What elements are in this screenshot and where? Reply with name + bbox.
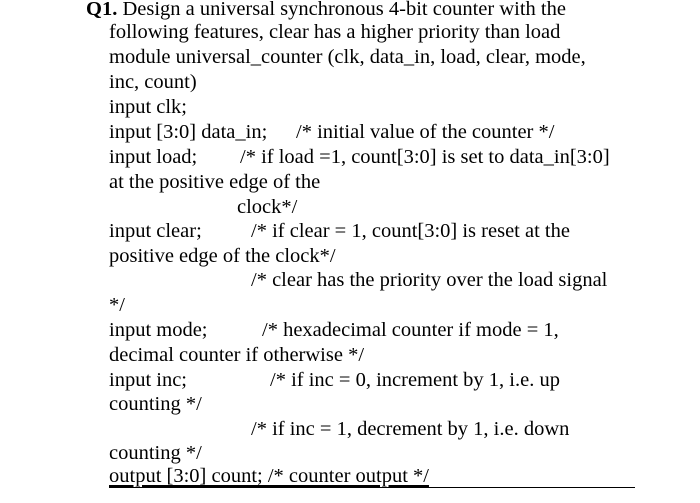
- load-comment-3: clock*/: [237, 196, 298, 218]
- inc-comment-1: /* if inc = 0, increment by 1, i.e. up: [270, 369, 560, 391]
- clear-declaration: input clear;: [109, 220, 202, 242]
- question-number: Q1.: [86, 0, 118, 20]
- mode-comment-2: decimal counter if otherwise */: [109, 344, 365, 366]
- output-declaration: output [3:0] count; /* counter output */: [109, 465, 429, 487]
- load-declaration: input load;: [109, 146, 198, 168]
- mode-declaration: input mode;: [109, 319, 208, 341]
- data-in-comment: /* initial value of the counter */: [296, 121, 555, 143]
- mode-comment-1: /* hexadecimal counter if mode = 1,: [262, 319, 559, 341]
- inc-comment-4: counting */: [109, 442, 202, 464]
- question-heading: [86, 0, 566, 21]
- inc-comment-3: /* if inc = 1, decrement by 1, i.e. down: [251, 418, 570, 440]
- inc-comment-2: counting */: [109, 393, 202, 415]
- clear-comment-3: /* clear has the priority over the load signal: [251, 269, 608, 291]
- clk-declaration: input clk;: [109, 96, 188, 118]
- clear-comment-2: positive edge of the clock*/: [109, 245, 336, 267]
- question-title-line-1: Design a universal synchronous 4-bit counter with the: [122, 0, 566, 20]
- question-title-line-4: inc, count): [109, 71, 197, 93]
- question-title-line-3: module universal_counter (clk, data_in, load, clear, mode,: [109, 46, 586, 68]
- load-comment-1: /* if load =1, count[3:0] is set to data_in[3:0]: [240, 146, 610, 168]
- question-title-line-2: following features, clear has a higher priority than load: [109, 21, 561, 43]
- clear-comment-1: /* if clear = 1, count[3:0] is reset at the: [251, 220, 570, 242]
- inc-declaration: input inc;: [109, 369, 188, 391]
- bottom-rule: [109, 487, 635, 488]
- data-in-declaration: input [3:0] data_in;: [109, 121, 268, 143]
- load-comment-2: at the positive edge of the: [109, 171, 321, 193]
- clear-comment-4: */: [109, 294, 125, 316]
